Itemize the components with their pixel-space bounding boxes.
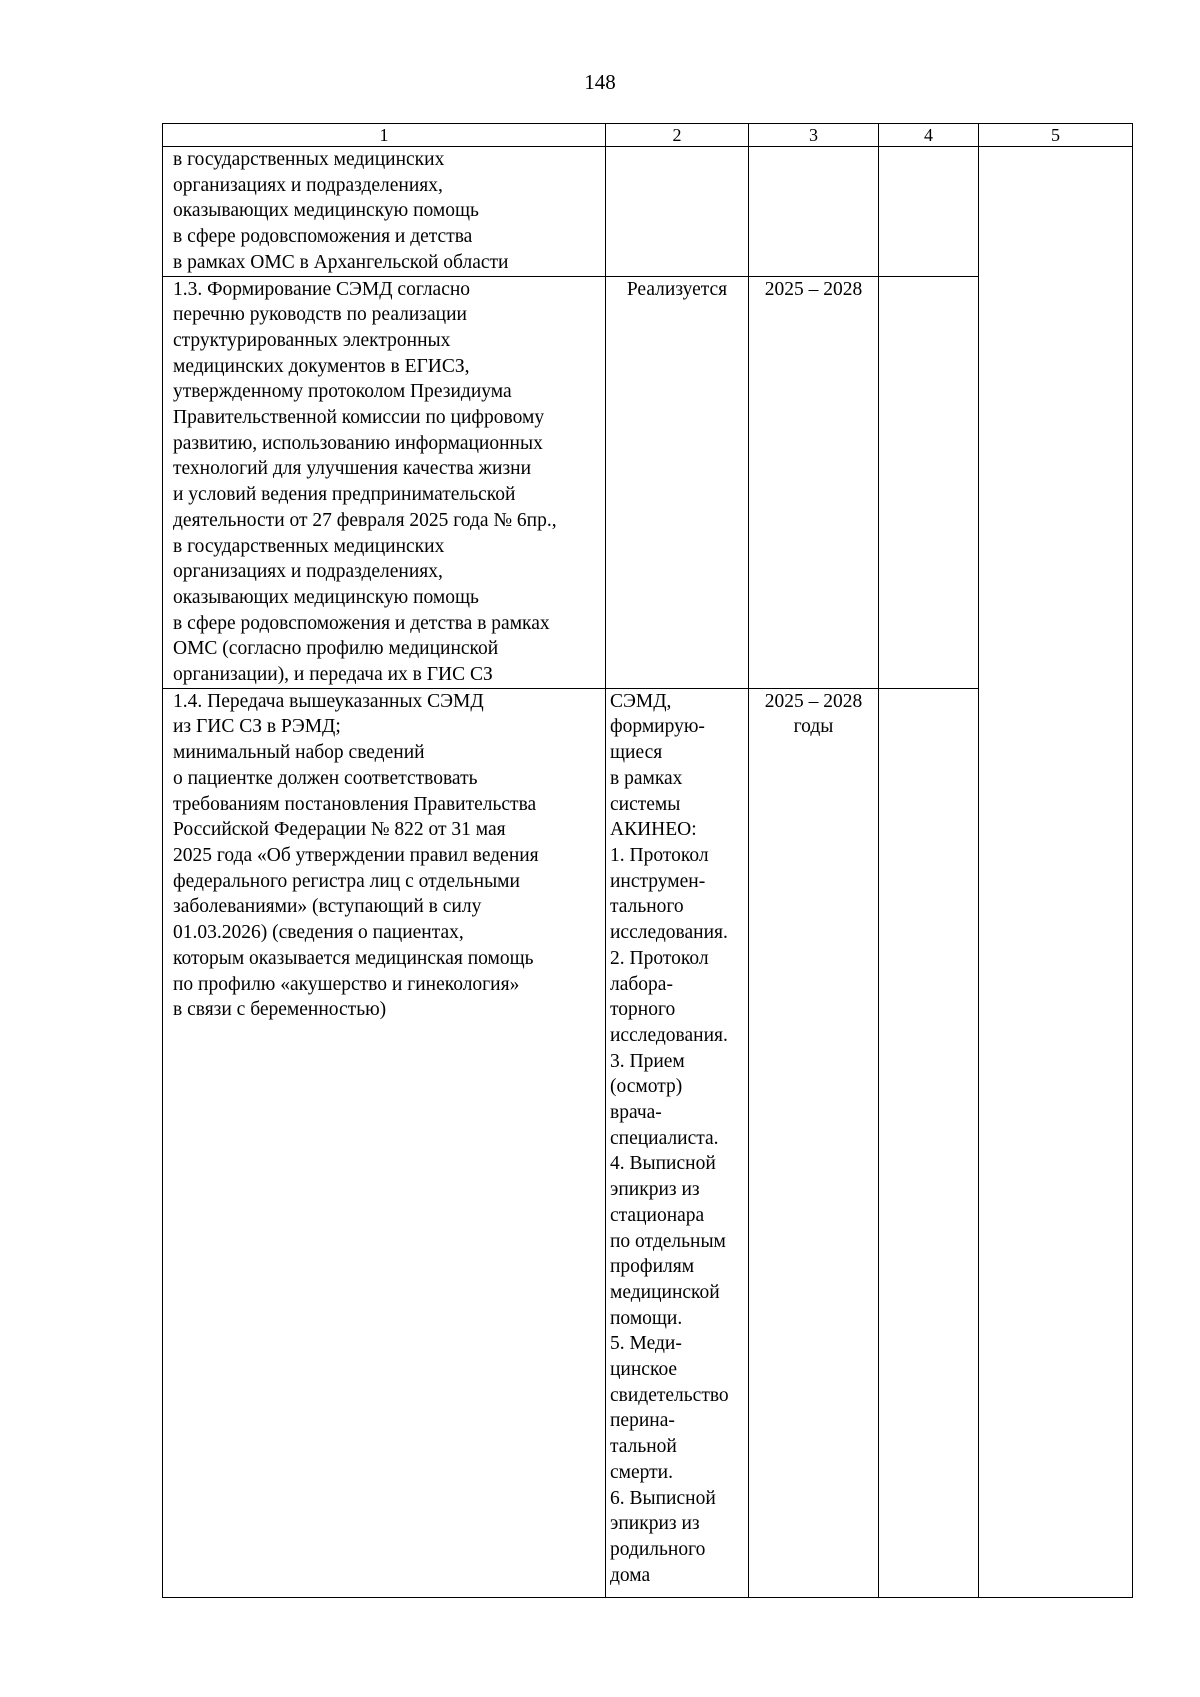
- period-cell: [749, 147, 879, 277]
- text-line: тальной: [610, 1436, 677, 1458]
- text-line: которым оказывается медицинская помощь: [173, 947, 534, 969]
- status-cell: [606, 276, 749, 688]
- text-line: системы: [610, 793, 681, 815]
- text-line: 2025 – 2028: [764, 278, 863, 300]
- header-cell-1: 1: [163, 124, 606, 147]
- period-cell: [749, 276, 879, 688]
- text-line: по отдельным: [610, 1230, 726, 1252]
- text-line: в государственных медицинских: [173, 535, 445, 557]
- status-cell: [606, 688, 749, 1597]
- text-line: 1.3. Формирование СЭМД согласно: [173, 278, 471, 300]
- text-line: дома: [610, 1564, 651, 1586]
- text-line: инструмен-: [610, 870, 706, 892]
- text-line: 1. Протокол: [610, 844, 709, 866]
- plan-table: [162, 123, 1133, 1598]
- text-line: 6. Выписной: [610, 1487, 716, 1509]
- header-cell-2: 2: [606, 124, 749, 147]
- measure-cell: [163, 688, 606, 1597]
- text-line: помощи.: [610, 1307, 683, 1329]
- col4-cell: [879, 276, 979, 688]
- text-line: АКИНЕО:: [610, 819, 697, 841]
- measure-text: [173, 147, 603, 276]
- text-line: врача-: [610, 1102, 662, 1124]
- text-line: щиеся: [610, 742, 663, 764]
- text-line: 2025 – 2028: [764, 690, 863, 712]
- text-line: Правительственной комиссии по цифровому: [173, 407, 545, 429]
- text-line: в сфере родовспоможения и детства: [173, 226, 473, 248]
- text-line: (осмотр): [610, 1076, 683, 1098]
- text-line: Реализуется: [626, 278, 728, 300]
- text-line: 3. Прием: [610, 1050, 685, 1072]
- text-line: специалиста.: [610, 1127, 719, 1149]
- text-line: о пациентке должен соответствовать: [173, 767, 478, 789]
- text-line: медицинских документов в ЕГИСЗ,: [173, 355, 470, 377]
- text-line: цинское: [610, 1359, 678, 1381]
- text-line: организациях и подразделениях,: [173, 174, 443, 196]
- text-line: организациях и подразделениях,: [173, 561, 443, 583]
- text-line: 1.4. Передача вышеуказанных СЭМД: [173, 690, 484, 712]
- text-line: торного: [610, 999, 676, 1021]
- text-line: минимальный набор сведений: [173, 742, 425, 764]
- header-cell-3: 3: [749, 124, 879, 147]
- col4-cell: [879, 147, 979, 277]
- text-line: ОМС (согласно профилю медицинской: [173, 638, 499, 660]
- col5-cell: [979, 147, 1133, 1598]
- text-line: исследования.: [610, 922, 728, 944]
- text-line: 2. Протокол: [610, 947, 709, 969]
- text-line: в рамках: [610, 767, 683, 789]
- status-text: [610, 277, 744, 303]
- text-line: свидетельство: [610, 1384, 729, 1406]
- text-line: 4. Выписной: [610, 1153, 716, 1175]
- text-line: оказывающих медицинскую помощь: [173, 200, 479, 222]
- text-line: эпикриз из: [610, 1179, 700, 1201]
- text-line: эпикриз из: [610, 1513, 700, 1535]
- text-line: перина-: [610, 1410, 675, 1432]
- text-line: в рамках ОМС в Архангельской области: [173, 251, 509, 273]
- text-line: смерти.: [610, 1461, 673, 1483]
- text-line: и условий ведения предпринимательской: [173, 484, 516, 506]
- period-cell: [749, 688, 879, 1597]
- text-line: СЭМД,: [610, 690, 672, 712]
- text-line: медицинской: [610, 1281, 720, 1303]
- text-line: стационара: [610, 1204, 705, 1226]
- text-line: развитию, использованию информационных: [173, 432, 543, 454]
- text-line: в государственных медицинских: [173, 149, 445, 170]
- header-cell-5: 5: [979, 124, 1133, 147]
- text-line: заболеваниями» (вступающий в силу: [173, 896, 482, 918]
- text-line: лабора-: [610, 973, 673, 995]
- text-line: по профилю «акушерство и гинекология»: [173, 973, 520, 995]
- status-cell: [606, 147, 749, 277]
- text-line: утвержденному протоколом Президиума: [173, 381, 512, 403]
- text-line: федерального регистра лиц с отдельными: [173, 870, 520, 892]
- text-line: перечню руководств по реализации: [173, 304, 467, 326]
- text-line: 5. Меди-: [610, 1333, 682, 1355]
- text-line: 01.03.2026) (сведения о пациентах,: [173, 922, 464, 944]
- status-text: [610, 689, 748, 1589]
- text-line: Российской Федерации № 822 от 31 мая: [173, 819, 506, 841]
- header-cell-4: 4: [879, 124, 979, 147]
- text-line: формирую-: [610, 716, 705, 738]
- page-number: 148: [584, 70, 616, 94]
- text-line: технологий для улучшения качества жизни: [173, 458, 532, 480]
- text-line: профилям: [610, 1256, 695, 1278]
- text-line: родильного: [610, 1538, 706, 1560]
- text-line: исследования.: [610, 1024, 728, 1046]
- text-line: из ГИС СЗ в РЭМД;: [173, 716, 341, 738]
- text-line: требованиям постановления Правительства: [173, 793, 537, 815]
- table-header-row: [163, 124, 1133, 147]
- table-row: [163, 147, 1133, 277]
- period-text: [753, 277, 874, 303]
- period-text: [753, 689, 874, 740]
- text-line: организации), и передача их в ГИС СЗ: [173, 664, 493, 686]
- measure-text: [173, 689, 603, 1023]
- text-line: оказывающих медицинскую помощь: [173, 586, 479, 608]
- text-line: 2025 года «Об утверждении правил ведения: [173, 844, 539, 866]
- text-line: структурированных электронных: [173, 329, 451, 351]
- measure-cell: [163, 147, 606, 277]
- col4-cell: [879, 688, 979, 1597]
- text-line: деятельности от 27 февраля 2025 года № 6пр.,: [173, 509, 557, 531]
- measure-cell: [163, 276, 606, 688]
- text-line: тального: [610, 896, 684, 918]
- text-line: в сфере родовспоможения и детства в рамках: [173, 612, 550, 634]
- measure-text: [173, 277, 603, 688]
- text-line: годы: [793, 716, 834, 738]
- text-line: в связи с беременностью): [173, 999, 387, 1021]
